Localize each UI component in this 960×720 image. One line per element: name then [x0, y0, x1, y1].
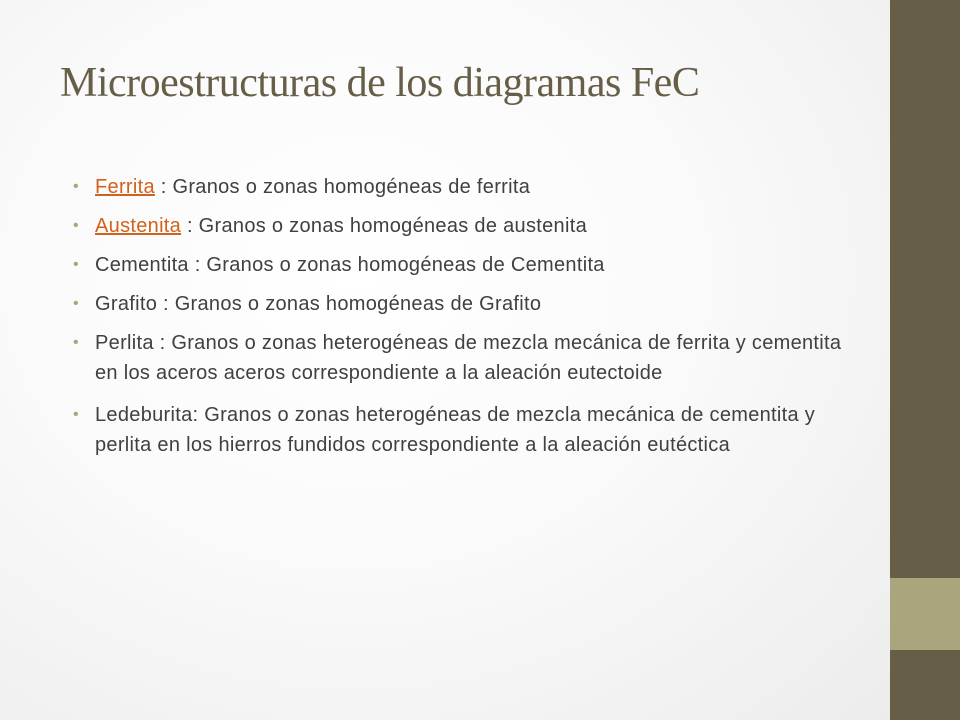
- bullet-text: Cementita : Granos o zonas homogéneas de Cementita: [95, 254, 605, 276]
- bullet-icon: •: [73, 406, 79, 423]
- bullet-list: [70, 172, 850, 469]
- bullet-text: Grafito : Granos o zonas homogéneas de Grafito: [95, 293, 542, 315]
- bullet-text: Perlita : Granos o zonas heterogéneas de mezcla mecánica de ferrita y cementita en los aceros aceros correspondiente a la aleación eutectoide: [95, 332, 842, 384]
- bullet-text: : Granos o zonas homogéneas de ferrita: [154, 176, 531, 198]
- bullet-icon: •: [73, 295, 79, 312]
- bullet-item-grafito: [70, 289, 850, 319]
- bullet-item-cementita: [70, 250, 850, 280]
- bullet-item-austenita: [70, 211, 850, 241]
- bullet-icon: •: [73, 178, 79, 195]
- bullet-icon: •: [73, 334, 79, 351]
- slide-title: Microestructuras de los diagramas FeC: [60, 60, 700, 106]
- bullet-icon: •: [73, 256, 79, 273]
- side-bar-bottom: [890, 650, 960, 720]
- ferrita-link[interactable]: Ferrita: [95, 176, 155, 198]
- bullet-text: Ledeburita: Granos o zonas heterogéneas de mezcla mecánica de cementita y perlita en los hierros fundidos correspondiente a la aleación eutéctica: [95, 404, 816, 456]
- bullet-item-ledeburita: [70, 400, 850, 460]
- bullet-item-ferrita: [70, 172, 850, 202]
- side-bar-top: [890, 0, 960, 578]
- side-bar-accent: [890, 578, 960, 650]
- bullet-icon: •: [73, 217, 79, 234]
- austenita-link[interactable]: Austenita: [95, 215, 182, 237]
- bullet-item-perlita: [70, 328, 850, 388]
- bullet-text: : Granos o zonas homogéneas de austenita: [181, 215, 587, 237]
